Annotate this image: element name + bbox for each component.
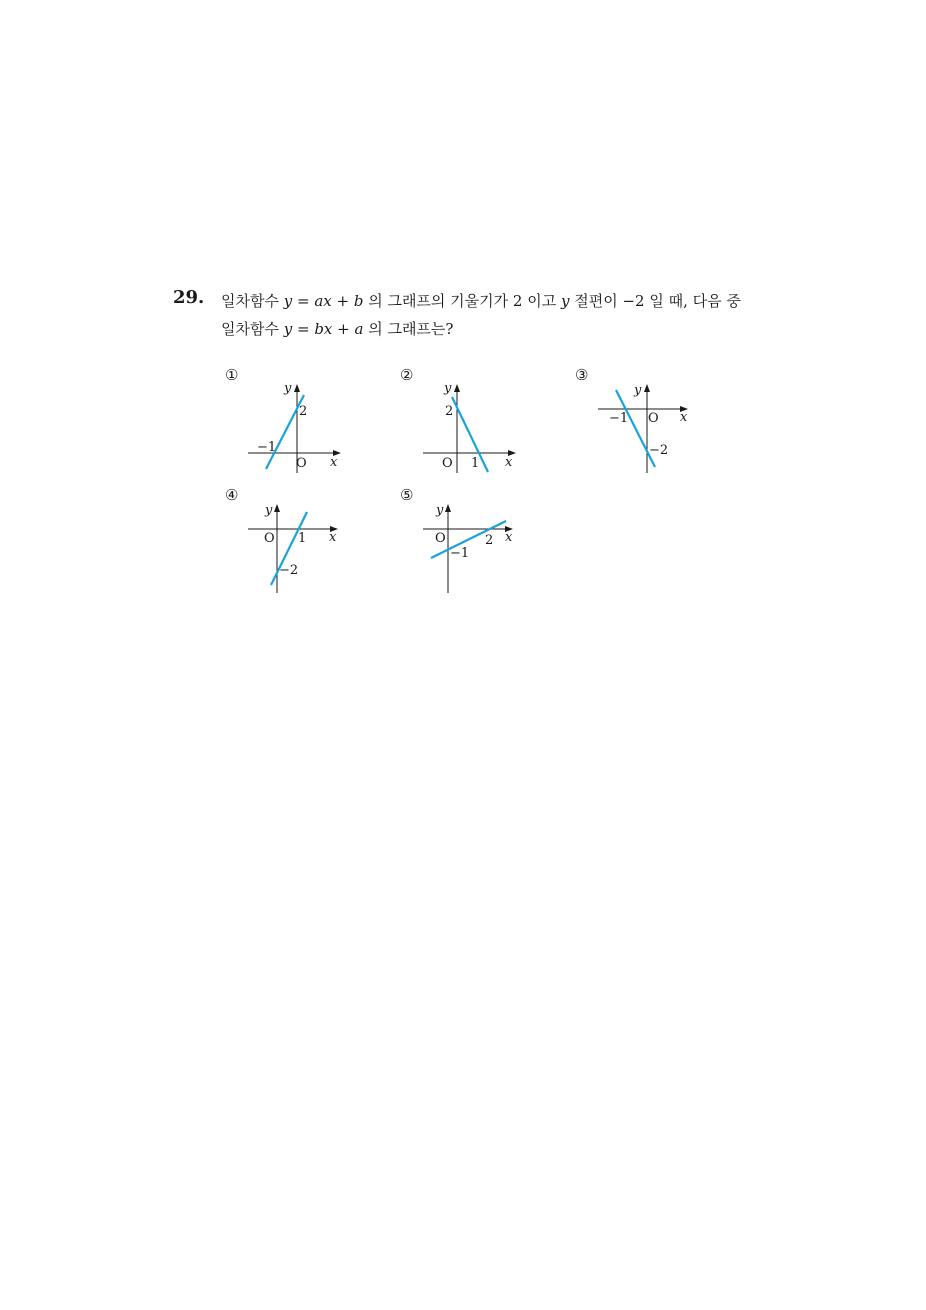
origin-label: O bbox=[435, 531, 446, 546]
x-axis-label: x bbox=[505, 455, 513, 470]
choice-2-label[interactable]: ② bbox=[400, 366, 414, 384]
stem-text: 일차함수 bbox=[221, 320, 284, 338]
y-axis-arrow bbox=[274, 504, 280, 512]
origin-label: O bbox=[296, 456, 307, 471]
problem-stem-line-1 bbox=[221, 290, 741, 311]
tick-label: 2 bbox=[445, 404, 454, 419]
tick-label: 2 bbox=[299, 404, 308, 419]
stem-text: 의 그래프의 기울기가 2 이고 bbox=[363, 292, 561, 310]
choice-4-label[interactable]: ④ bbox=[225, 486, 239, 504]
tick-label: −1 bbox=[609, 411, 629, 426]
y-axis-label: y bbox=[444, 381, 452, 396]
choice-2-graph bbox=[415, 375, 525, 475]
y-axis-arrow bbox=[445, 504, 451, 512]
variable: y bbox=[560, 292, 570, 310]
choice-3-graph bbox=[590, 375, 700, 475]
y-axis-label: y bbox=[284, 381, 292, 396]
choice-1-graph bbox=[240, 375, 350, 475]
equation: y = ax + b bbox=[283, 292, 364, 310]
stem-text: 절편이 −2 일 때, 다음 중 bbox=[569, 292, 741, 310]
tick-label: 2 bbox=[485, 533, 494, 548]
choice-1-label[interactable]: ① bbox=[225, 366, 239, 384]
choice-4-graph bbox=[240, 495, 350, 595]
y-axis-label: y bbox=[265, 503, 273, 518]
origin-label: O bbox=[264, 531, 275, 546]
stem-text: 일차함수 bbox=[221, 292, 284, 310]
tick-label: 1 bbox=[471, 456, 480, 471]
y-axis-arrow bbox=[454, 384, 460, 392]
y-axis-label: y bbox=[436, 503, 444, 518]
equation: y = bx + a bbox=[283, 320, 364, 338]
tick-label: −1 bbox=[257, 440, 277, 455]
origin-label: O bbox=[442, 456, 453, 471]
choice-5-graph bbox=[415, 495, 525, 595]
x-axis-label: x bbox=[330, 455, 338, 470]
y-axis-arrow bbox=[644, 384, 650, 392]
x-axis-label: x bbox=[505, 530, 513, 545]
origin-label: O bbox=[648, 411, 659, 426]
y-axis-arrow bbox=[294, 384, 300, 392]
stem-text: 의 그래프는? bbox=[363, 320, 454, 338]
y-axis-label: y bbox=[634, 383, 642, 398]
tick-label: −2 bbox=[279, 563, 299, 578]
tick-label: −1 bbox=[450, 546, 470, 561]
choice-3-label[interactable]: ③ bbox=[575, 366, 589, 384]
tick-label: −2 bbox=[649, 443, 669, 458]
problem-number: 29. bbox=[173, 287, 205, 308]
problem-stem-line-2 bbox=[221, 318, 453, 339]
tick-label: 1 bbox=[298, 531, 307, 546]
x-axis-label: x bbox=[680, 410, 688, 425]
x-axis-label: x bbox=[329, 530, 337, 545]
choice-5-label[interactable]: ⑤ bbox=[400, 486, 414, 504]
